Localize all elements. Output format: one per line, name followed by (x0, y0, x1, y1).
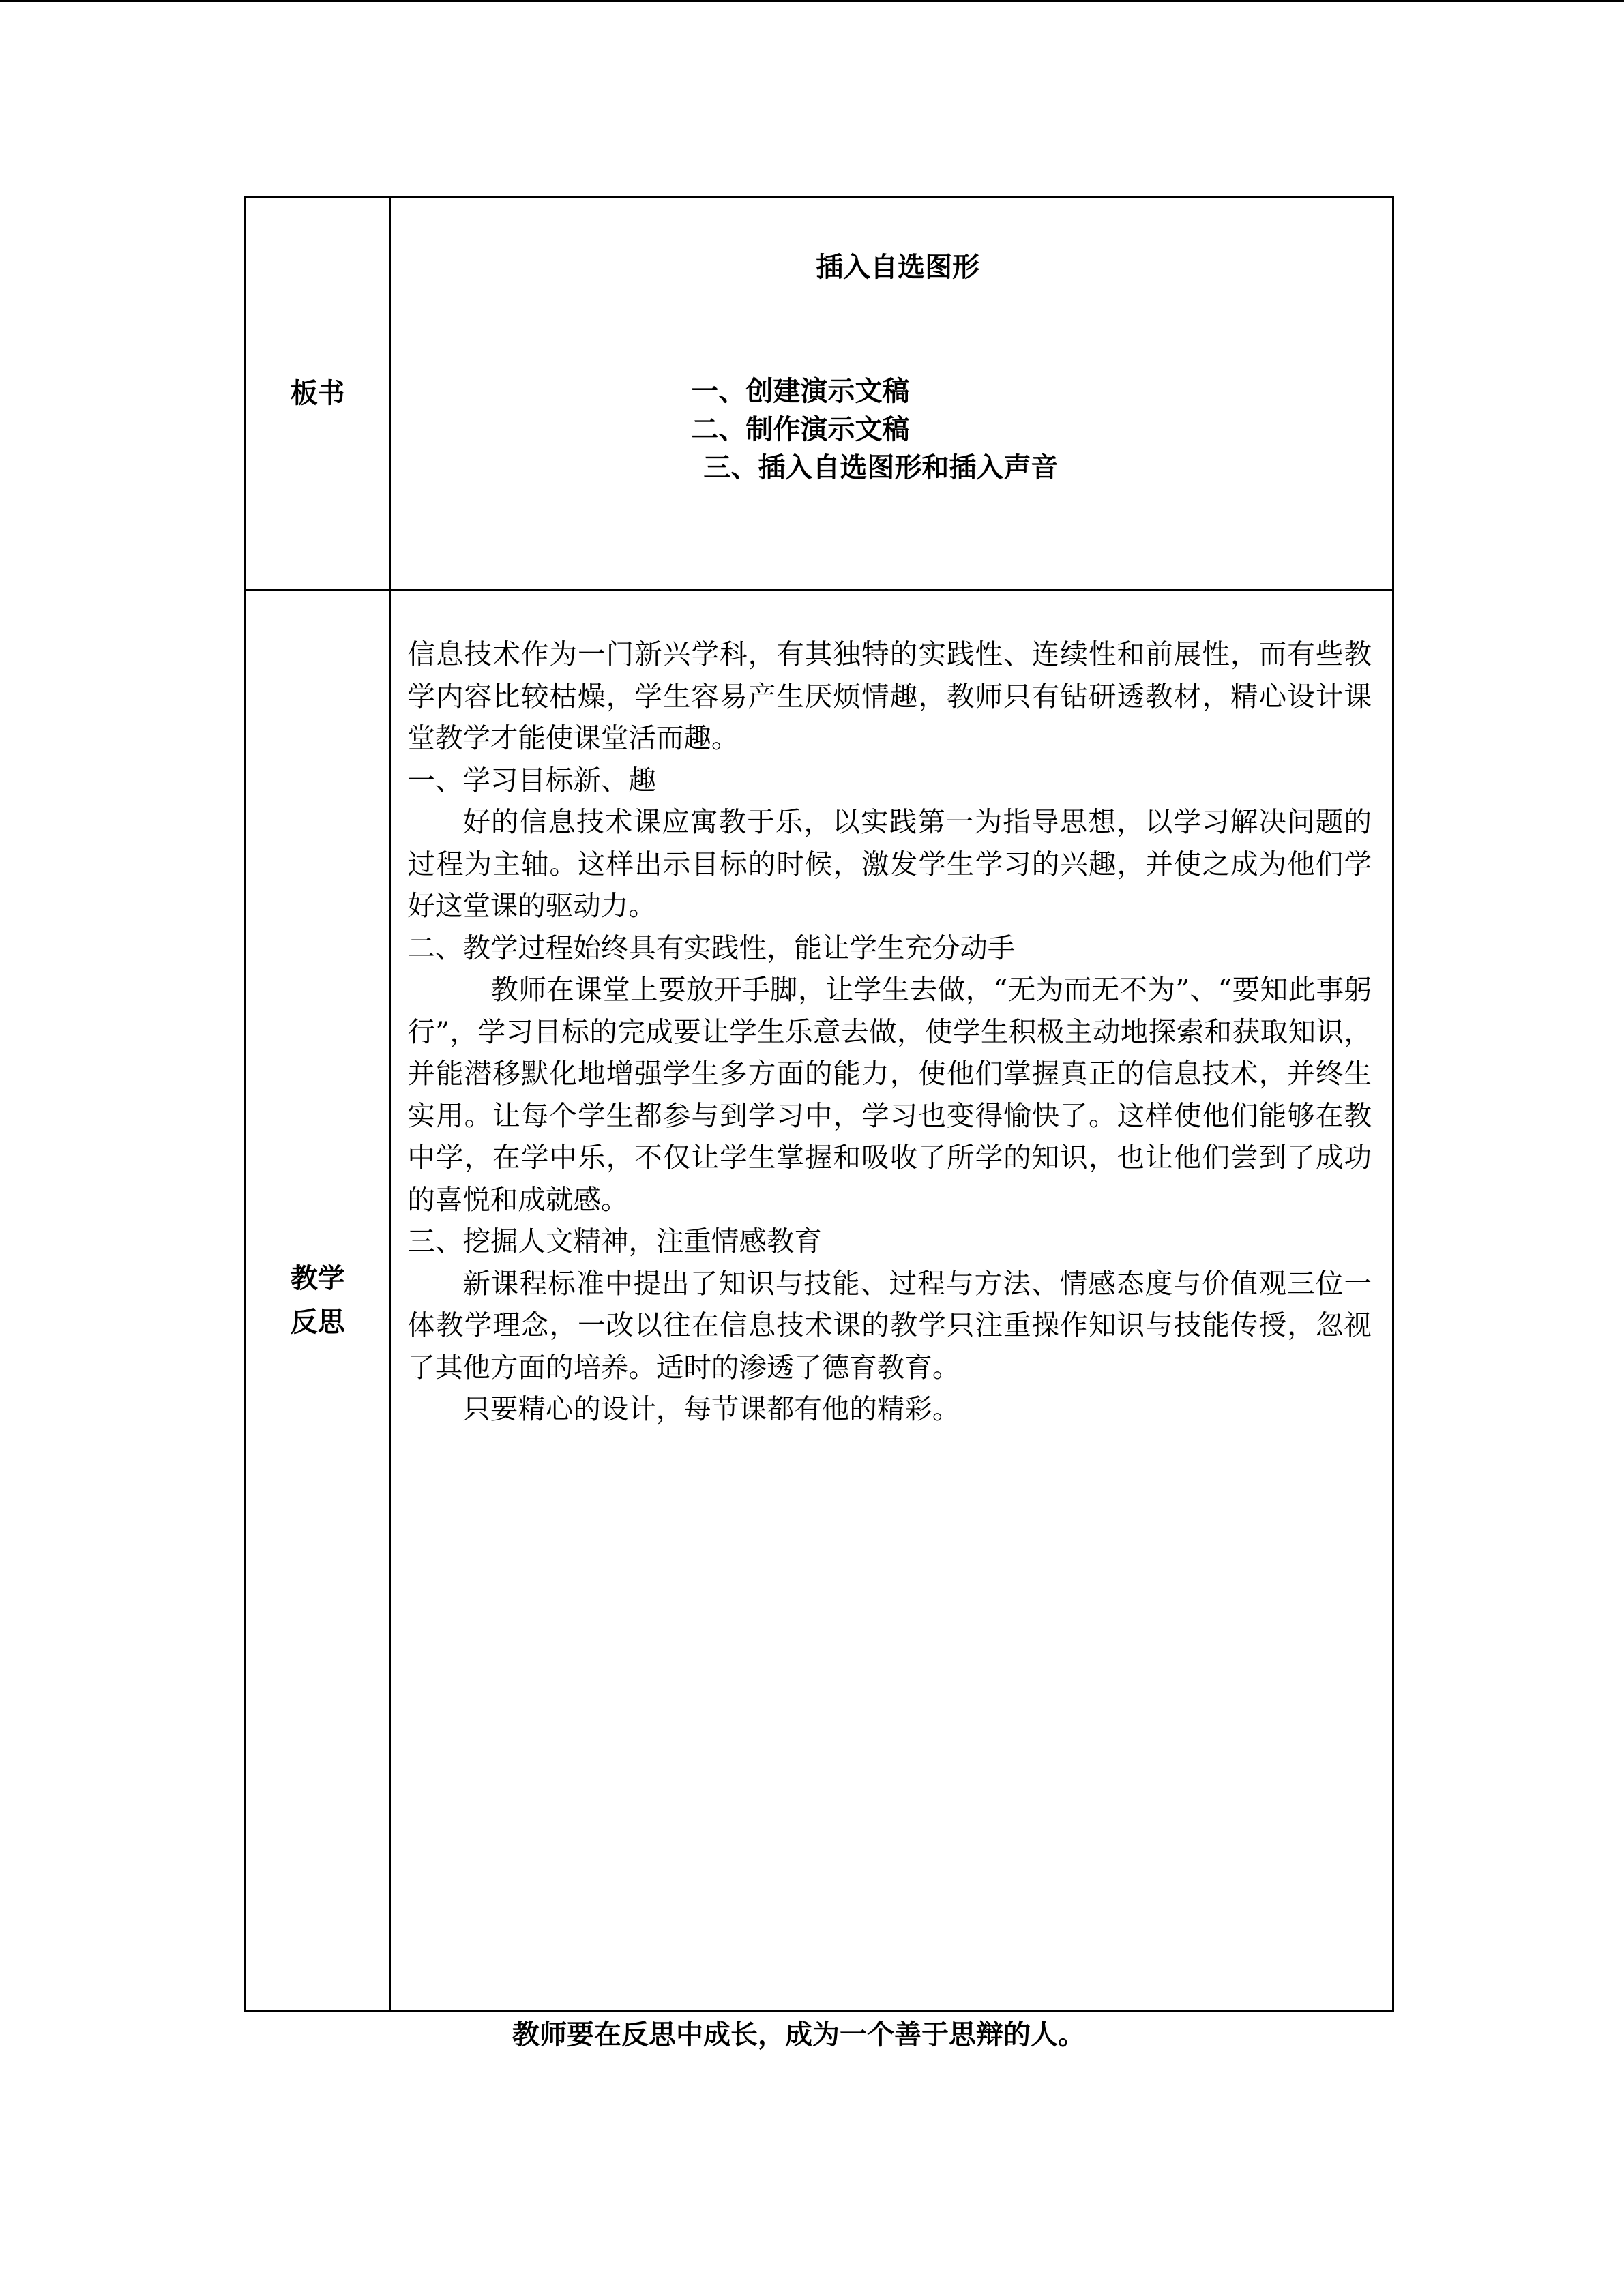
board-title: 插入自选图形 (816, 252, 980, 283)
reflection-heading-3: 三、挖掘人文精神，注重情感教育 (407, 1225, 822, 1257)
reflection-label-cell (246, 591, 390, 2011)
lesson-table (244, 196, 1394, 2012)
board-label: 板书 (290, 378, 345, 409)
reflection-paragraph-1: 好的信息技术课应寓教于乐，以实践第一为指导思想，以学习解决问题的过程为主轴。这样出示目标的时候，激发学生学习的兴趣，并使之成为他们学好这堂课的驱动力。 (407, 805, 1372, 922)
reflection-label-line2: 反思 (290, 1307, 345, 1338)
footer-note: 教师要在反思中成长，成为一个善于思辩的人。 (512, 2019, 1085, 2051)
reflection-closing: 只要精心的设计，每节课都有他的精彩。 (462, 1392, 960, 1425)
board-label-cell (246, 197, 390, 591)
reflection-row (246, 591, 1393, 2011)
board-content-cell (390, 197, 1393, 591)
reflection-heading-2: 二、教学过程始终具有实践性，能让学生充分动手 (407, 931, 1016, 964)
reflection-paragraph-2: 教师在课堂上要放开手脚，让学生去做，“无为而无不为”、“要知此事躬行”，学习目标的完成要让学生乐意去做，使学生积极主动地探索和获取知识，并能潜移默化地增强学生多方面的能力，使他们掌握真正的信息技术，并终生实用。让每个学生都参与到学习中，学习也变得愉快了。这样使他们能够在教中学，在学中乐，不仅让学生掌握和吸收了所学的知识，也让他们尝到了成功的喜悦和成就感。 (407, 973, 1372, 1216)
reflection-body (391, 591, 1392, 1431)
board-row (246, 197, 1393, 591)
reflection-content-cell (390, 591, 1393, 2011)
board-item-2: 二、制作演示文稿 (691, 414, 910, 445)
board-outline (391, 372, 1392, 487)
board-item-1: 一、创建演示文稿 (691, 376, 910, 407)
top-border-line (0, 0, 1624, 2)
reflection-label-line1: 教学 (290, 1263, 345, 1294)
reflection-heading-1: 一、学习目标新、趣 (407, 763, 656, 796)
reflection-intro: 信息技术作为一门新兴学科，有其独特的实践性、连续性和前展性，而有些教学内容比较枯燥，学生容易产生厌烦情趣，教师只有钻研透教材，精心设计课堂教学才能使课堂活而趣。 (407, 638, 1372, 754)
board-item-3: 三、插入自选图形和插入声音 (703, 452, 1059, 483)
reflection-paragraph-3: 新课程标准中提出了知识与技能、过程与方法、情感态度与价值观三位一体教学理念，一改以往在信息技术课的教学只注重操作知识与技能传授，忽视了其他方面的培养。适时的渗透了德育教育。 (407, 1266, 1372, 1384)
